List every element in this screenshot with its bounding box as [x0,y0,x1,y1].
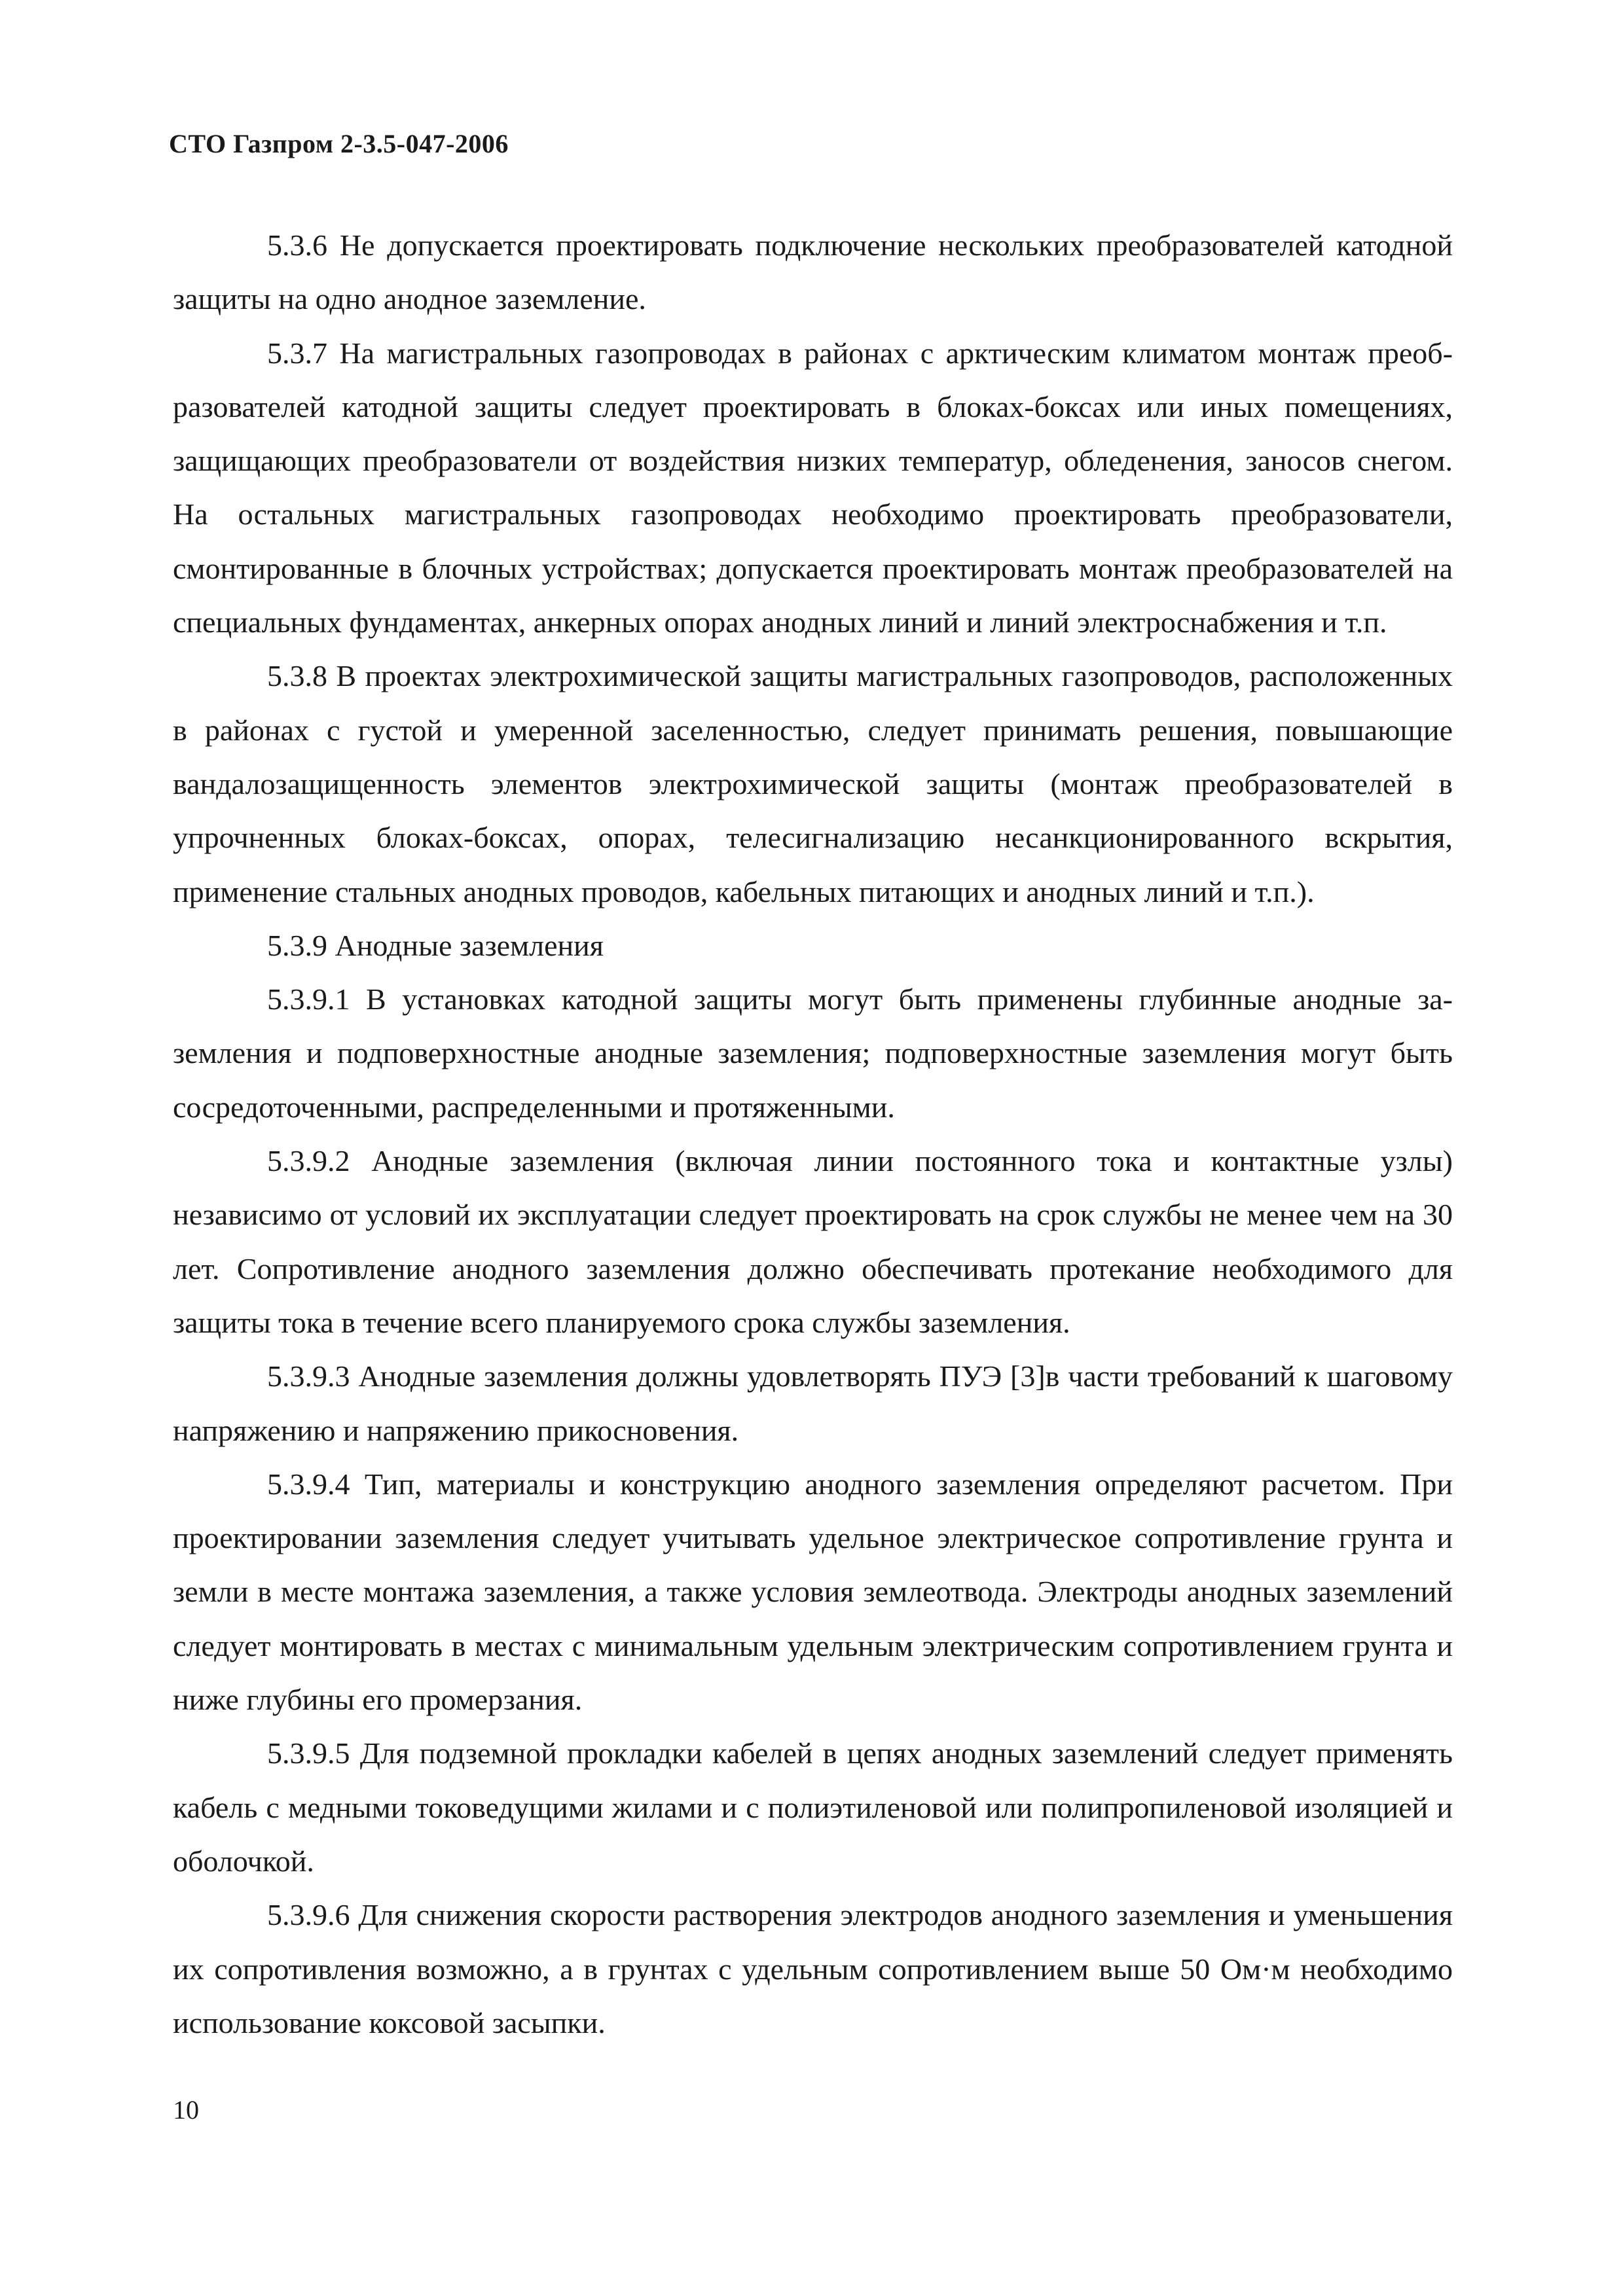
document-body [173,219,1453,2050]
paragraph-5-3-9-2: 5.3.9.2 Анодные заземления (включая линии постоянного тока и контактные узлы) независимо от условий их эксплуатации следует проектировать на срок службы не менее чем на 30 лет. Сопротивление анодного заземления должно обеспечивать протекание необходимого для защиты тока в течение всего планируемого срока службы заземления. [173,1144,1453,1339]
paragraph-5-3-9-6: 5.3.9.6 Для снижения скорости растворения электродов анодного заземления и уменьшения их сопротивления возможно, а в грунтах с удельным сопротивлением выше 50 Ом·м необходимо использование коксовой засыпки. [173,1898,1453,2039]
paragraph-5-3-9-3: 5.3.9.3 Анодные заземления должны удовлетворять ПУЭ [3]в части требований к шаговому напряжению и напряжению прикосновения. [173,1359,1453,1447]
paragraph-5-3-9-4: 5.3.9.4 Тип, материалы и конструкцию анодного заземления определяют расчетом. При проектировании заземления следует учитывать удельное электрическое сопротивление грунта и земли в месте монтажа заземления, а также условия землеотвода. Электроды анодных заземлений следует монтировать в местах с минимальным удельным электрическим сопротивлением грунта и ниже глубины его промерзания. [173,1467,1453,1717]
section-heading-5-3-9: 5.3.9 Анодные заземления [267,928,604,962]
paragraph-5-3-9-5: 5.3.9.5 Для подземной прокладки кабелей в цепях анодных заземлений следует применять кабель с медными токоведущими жилами и с полиэтиленовой или полипропиленовой изоляцией и оболочкой. [173,1736,1453,1878]
paragraph-5-3-6: 5.3.6 Не допускается проектировать подключение нескольких преобразователей катодной защиты на одно анодное заземление. [173,228,1453,316]
paragraph-5-3-8: 5.3.8 В проектах электрохимической защиты магистральных газопроводов, расположенных в районах с густой и умеренной заселенностью, следует принимать решения, повышающие вандалозащищенность элементов электрохимической защиты (монтаж преобразователей в упрочненных блоках-боксах, опорах, телесигнализацию несанкционированного вскрытия, применение стальных анодных проводов, кабельных питающих и анодных линий и т.п.). [173,659,1453,908]
paragraph-5-3-9-1: 5.3.9.1 В установках катодной защиты могут быть применены глубинные анодные заземления и подповерхностные анодные заземления; подповерхностные заземления могут быть сосредоточенными, распределенными и протяженными. [173,982,1453,1124]
document-header: СТО Газпром 2-3.5-047-2006 [169,129,509,158]
page-number: 10 [173,2095,199,2125]
paragraph-5-3-7: 5.3.7 На магистральных газопроводах в районах с арктическим климатом монтаж преобразователей катодной защиты следует проектировать в блоках-боксах или иных помещениях, защищающих преобразователи от воздействия низких температур, обледенения, заносов снегом. На остальных магистральных газопроводах необходимо проектировать преобразователи, смонтированные в блочных устройствах; допускается проектировать монтаж преобразователей на специальных фундаментах, анкерных опорах анодных линий и линий электроснабжения и т.п. [173,336,1453,639]
